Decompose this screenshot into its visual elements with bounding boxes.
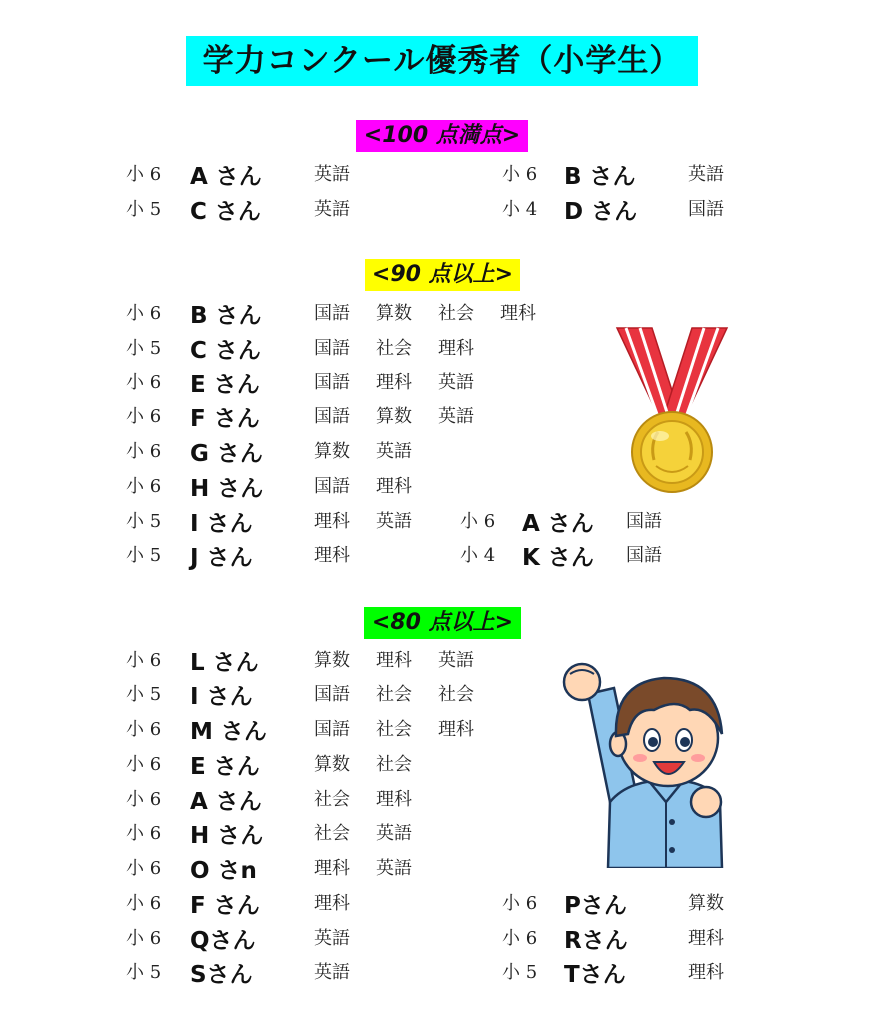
entry-grade: 小 6	[126, 476, 162, 497]
entry-subject: 国語	[626, 511, 662, 532]
entry-grade: 小 5	[502, 962, 538, 983]
entry-subject: 算数	[314, 754, 350, 775]
entry-grade: 小 6	[126, 928, 162, 949]
entry-grade: 小 5	[126, 199, 162, 220]
entry-subject: 理科	[438, 338, 474, 359]
entry-grade: 小 4	[502, 199, 538, 220]
entry-name: A さん	[522, 511, 594, 537]
entry-name: E さん	[190, 372, 260, 398]
entry-grade: 小 6	[502, 164, 538, 185]
entry-grade: 小 5	[126, 545, 162, 566]
entry-name: I さん	[190, 684, 253, 710]
entry-subject: 理科	[376, 789, 412, 810]
entry-name: B さん	[564, 164, 636, 190]
entry-name: D さん	[564, 199, 638, 225]
entry-subject: 社会	[376, 754, 412, 775]
entry-grade: 小 6	[126, 303, 162, 324]
entry-name: H さん	[190, 823, 264, 849]
entry-subject: 英語	[438, 650, 474, 671]
entry-subject: 算数	[688, 893, 724, 914]
entry-subject: 理科	[688, 928, 724, 949]
entry-name: F さん	[190, 406, 260, 432]
entry-name: Tさん	[564, 962, 626, 988]
entry-name: A さん	[190, 789, 262, 815]
entry-grade: 小 6	[126, 441, 162, 462]
entry-subject: 理科	[376, 650, 412, 671]
entry-name: H さん	[190, 476, 264, 502]
entry-name: G さん	[190, 441, 263, 467]
page-title: 学力コンクール優秀者（小学生）	[186, 36, 698, 86]
entry-subject: 社会	[376, 684, 412, 705]
entry-subject: 社会	[438, 303, 474, 324]
entry-subject: 英語	[376, 441, 412, 462]
entry-grade: 小 6	[460, 511, 496, 532]
entry-subject: 英語	[314, 962, 350, 983]
entry-grade: 小 6	[126, 754, 162, 775]
entry-subject: 国語	[314, 406, 350, 427]
entry-name: J さん	[190, 545, 253, 571]
entry-grade: 小 6	[126, 164, 162, 185]
entry-grade: 小 6	[126, 372, 162, 393]
entry-subject: 国語	[314, 719, 350, 740]
entry-grade: 小 6	[126, 823, 162, 844]
entry-name: Pさん	[564, 893, 627, 919]
entry-name: B さん	[190, 303, 262, 329]
section-heading-80: <80 点以上>	[364, 607, 521, 639]
entry-subject: 理科	[314, 858, 350, 879]
entry-name: A さん	[190, 164, 262, 190]
entry-subject: 社会	[376, 338, 412, 359]
entry-subject: 算数	[376, 303, 412, 324]
entry-subject: 英語	[376, 511, 412, 532]
entry-subject: 国語	[626, 545, 662, 566]
entry-subject: 英語	[314, 928, 350, 949]
entry-subject: 国語	[314, 372, 350, 393]
entry-subject: 理科	[314, 893, 350, 914]
entry-name: O さn	[190, 858, 257, 884]
entry-grade: 小 6	[126, 650, 162, 671]
entry-subject: 英語	[438, 372, 474, 393]
entry-grade: 小 6	[126, 719, 162, 740]
entry-subject: 算数	[376, 406, 412, 427]
entry-subject: 算数	[314, 441, 350, 462]
entry-subject: 理科	[376, 372, 412, 393]
entry-subject: 英語	[688, 164, 724, 185]
entry-subject: 算数	[314, 650, 350, 671]
entry-subject: 社会	[314, 789, 350, 810]
entry-subject: 英語	[438, 406, 474, 427]
entry-subject: 社会	[376, 719, 412, 740]
entry-subject: 社会	[314, 823, 350, 844]
entry-subject: 理科	[438, 719, 474, 740]
entry-subject: 理科	[314, 545, 350, 566]
entry-subject: 国語	[314, 684, 350, 705]
entry-subject: 社会	[438, 684, 474, 705]
entry-name: Qさん	[190, 928, 256, 954]
entry-grade: 小 4	[460, 545, 496, 566]
entry-name: Rさん	[564, 928, 628, 954]
entry-grade: 小 6	[126, 789, 162, 810]
entry-subject: 英語	[314, 164, 350, 185]
section-heading-100: <100 点満点>	[356, 120, 528, 152]
entry-grade: 小 6	[502, 928, 538, 949]
entry-subject: 英語	[376, 858, 412, 879]
entry-subject: 国語	[314, 338, 350, 359]
entry-name: C さん	[190, 338, 261, 364]
entry-grade: 小 5	[126, 684, 162, 705]
entry-name: I さん	[190, 511, 253, 537]
entry-subject: 英語	[376, 823, 412, 844]
entry-name: M さん	[190, 719, 267, 745]
entry-name: K さん	[522, 545, 594, 571]
entry-name: E さん	[190, 754, 260, 780]
entry-subject: 理科	[688, 962, 724, 983]
entry-subject: 英語	[314, 199, 350, 220]
entry-name: C さん	[190, 199, 261, 225]
entry-name: F さん	[190, 893, 260, 919]
entry-grade: 小 5	[126, 338, 162, 359]
entry-grade: 小 6	[126, 406, 162, 427]
entry-name: Sさん	[190, 962, 253, 988]
entry-grade: 小 5	[126, 511, 162, 532]
entry-grade: 小 6	[126, 893, 162, 914]
entry-subject: 国語	[688, 199, 724, 220]
entry-subject: 理科	[376, 476, 412, 497]
cheering-boy-illustration	[558, 652, 748, 868]
entry-subject: 国語	[314, 303, 350, 324]
entry-grade: 小 6	[502, 893, 538, 914]
entry-grade: 小 6	[126, 858, 162, 879]
entry-subject: 理科	[500, 303, 536, 324]
gold-medal-illustration	[612, 320, 732, 495]
entry-subject: 国語	[314, 476, 350, 497]
entry-grade: 小 5	[126, 962, 162, 983]
entry-name: L さん	[190, 650, 259, 676]
entry-subject: 理科	[314, 511, 350, 532]
section-heading-90: <90 点以上>	[365, 259, 520, 291]
